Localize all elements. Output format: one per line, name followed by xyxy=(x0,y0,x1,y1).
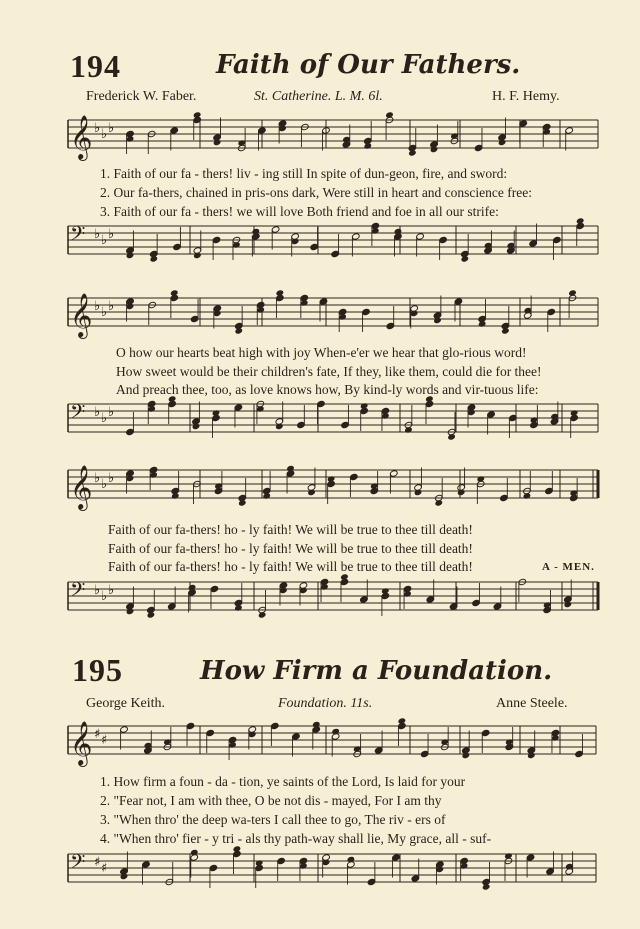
lyric-line: How sweet would be their children's fate, If they, like them, could die for thee! xyxy=(116,364,542,379)
bass-staff xyxy=(0,218,640,278)
lyric-line: Faith of our fa-thers! ho - ly faith! We will be true to thee till death! xyxy=(108,559,473,574)
key-signature-icon: ♭ xyxy=(101,305,108,320)
bass-clef-icon: 𝄢 xyxy=(70,400,86,428)
hymn-tune: Foundation. 11s. xyxy=(278,696,373,711)
key-signature-icon: ♯ xyxy=(94,727,101,742)
key-signature-icon: ♯ xyxy=(101,733,108,748)
lyric-line: Faith of our fa-thers! ho - ly faith! We will be true to thee till death! xyxy=(108,541,473,556)
key-signature-icon: ♯ xyxy=(94,855,101,870)
key-signature-icon: ♭ xyxy=(108,227,115,242)
bass-staff xyxy=(0,574,640,634)
key-signature-icon: ♭ xyxy=(101,127,108,142)
treble-clef-icon: 𝄞 xyxy=(70,115,93,159)
bass-clef-icon: 𝄢 xyxy=(70,578,86,606)
key-signature-icon: ♭ xyxy=(94,299,101,314)
hymn-title: How Firm a Foundation. xyxy=(200,656,553,686)
lyric-line: And preach thee, too, as love knows how, By kind-ly words and vir-tuous life: xyxy=(116,382,539,397)
treble-staff xyxy=(0,112,640,172)
lyric-line: 1. How firm a foun - da - tion, ye saints of the Lord, Is laid for your xyxy=(100,774,466,789)
lyric-line: 3. Faith of our fa - thers! we will love Both friend and foe in all our strife: xyxy=(100,204,499,219)
hymn-title: Faith of Our Fathers. xyxy=(216,50,521,80)
key-signature-icon: ♭ xyxy=(101,477,108,492)
key-signature-icon: ♭ xyxy=(94,471,101,486)
key-signature-icon: ♭ xyxy=(101,411,108,426)
key-signature-icon: ♭ xyxy=(94,121,101,136)
treble-staff xyxy=(0,290,640,350)
hymn-author: Frederick W. Faber. xyxy=(86,89,197,104)
bass-staff xyxy=(0,846,640,906)
treble-staff xyxy=(0,718,640,778)
key-signature-icon: ♭ xyxy=(94,583,101,598)
lyric-line: 2. Our fa-thers, chained in pris-ons dark, Were still in heart and conscience free: xyxy=(100,185,532,200)
bass-clef-icon: 𝄢 xyxy=(70,222,86,250)
lyric-line: 3. "When thro' the deep wa-ters I call thee to go, The riv - ers of xyxy=(100,812,446,827)
hymn-composer: Anne Steele. xyxy=(496,696,568,711)
lyric-line: 4. "When thro' fier - y tri - als thy path-way shall lie, My grace, all - suf- xyxy=(100,831,492,846)
lyric-line: Faith of our fa-thers! ho - ly faith! We will be true to thee till death! xyxy=(108,522,473,537)
hymn-composer: H. F. Hemy. xyxy=(492,89,560,104)
hymn-number: 194 xyxy=(70,48,121,84)
key-signature-icon: ♭ xyxy=(108,299,115,314)
treble-clef-icon: 𝄞 xyxy=(70,465,93,509)
key-signature-icon: ♭ xyxy=(108,121,115,136)
amen-label: A - MEN. xyxy=(542,561,595,573)
treble-clef-icon: 𝄞 xyxy=(70,293,93,337)
hymn-author: George Keith. xyxy=(86,696,166,711)
lyric-line: 2. "Fear not, I am with thee, O be not dis - mayed, For I am thy xyxy=(100,793,442,808)
key-signature-icon: ♭ xyxy=(94,405,101,420)
key-signature-icon: ♭ xyxy=(94,227,101,242)
treble-staff xyxy=(0,462,640,522)
bass-staff xyxy=(0,396,640,456)
hymn-tune: St. Catherine. L. M. 6l. xyxy=(254,89,383,104)
key-signature-icon: ♯ xyxy=(101,861,108,876)
treble-clef-icon: 𝄞 xyxy=(70,721,93,765)
key-signature-icon: ♭ xyxy=(101,233,108,248)
key-signature-icon: ♭ xyxy=(108,405,115,420)
key-signature-icon: ♭ xyxy=(108,471,115,486)
hymn-number: 195 xyxy=(72,652,123,688)
bass-clef-icon: 𝄢 xyxy=(70,850,86,878)
lyric-line: 1. Faith of our fa - thers! liv - ing still In spite of dun-geon, fire, and sword: xyxy=(100,166,508,181)
key-signature-icon: ♭ xyxy=(108,583,115,598)
lyric-line: O how our hearts beat high with joy When-e'er we hear that glo-rious word! xyxy=(116,345,527,360)
key-signature-icon: ♭ xyxy=(101,589,108,604)
